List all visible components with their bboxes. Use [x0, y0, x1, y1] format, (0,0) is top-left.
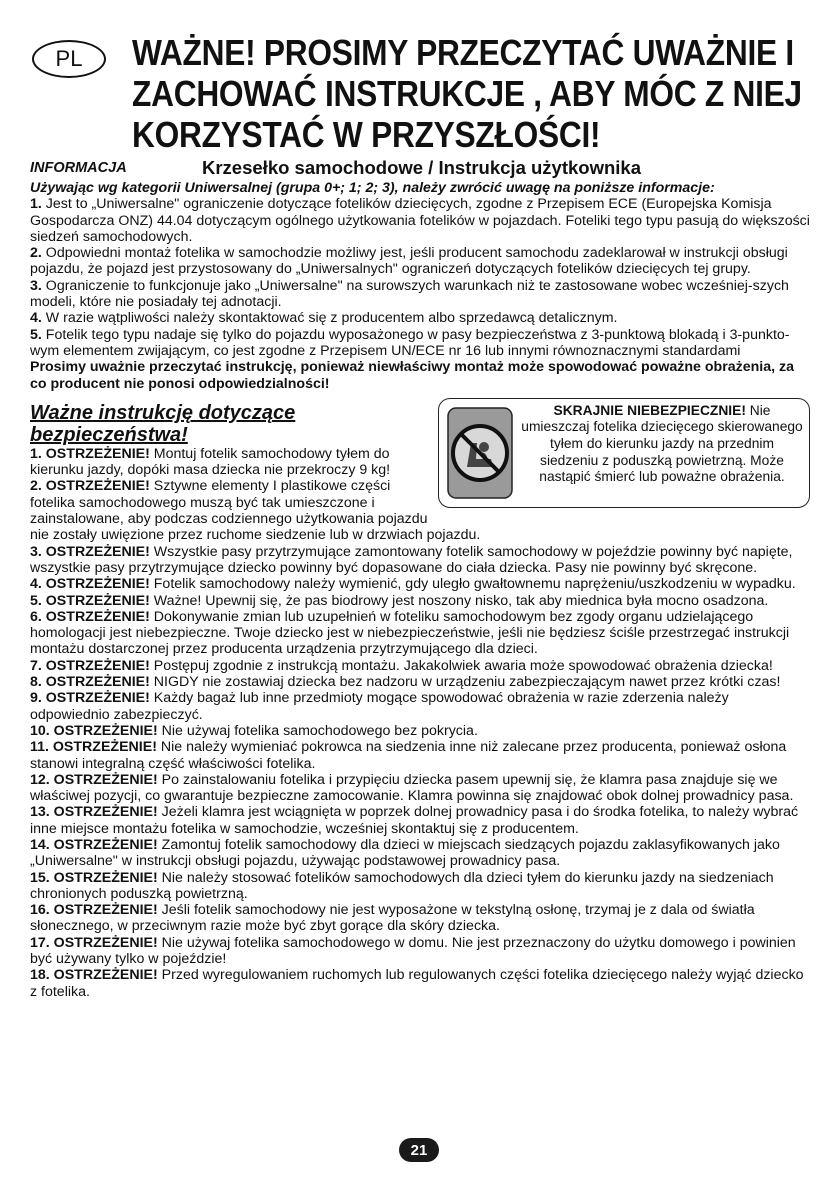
warning-label: 8. OSTRZEŻENIE!: [30, 674, 150, 691]
warning-item: [30, 609, 810, 658]
warning-label: 10. OSTRZEŻENIE!: [30, 722, 158, 739]
warning-text: Sztywne elementy I plastikowe części fotelika samochodowego muszą być tak umieszczone i zainstalowane, aby podczas codziennego użytkowania pojazdu nie zostały uwięzione przez ruchome siedzenie lub w drzwiach pojazdu.: [30, 478, 481, 544]
warning-item: [30, 723, 810, 739]
warning-text: Nie należy stosować fotelików samochodowych dla dzieci tyłem do kierunku jazdy na siedzeniach chronionych poduszką powietrzną.: [30, 869, 774, 902]
item-text: W razie wątpliwości należy skontaktować się z producentem albo sprzedawcą detalicznym.: [41, 310, 618, 327]
safety-heading-line: Ważne instrukcję dotyczące: [30, 401, 296, 424]
warning-item: [30, 576, 810, 592]
language-badge: PL: [32, 40, 106, 78]
warning-label: 14. OSTRZEŻENIE!: [30, 836, 158, 853]
item-number: 2.: [30, 245, 42, 262]
warning-item: [30, 837, 810, 870]
warning-label: 3. OSTRZEŻENIE!: [30, 543, 150, 560]
title-line: ZACHOWAĆ INSTRUKCJE , ABY MÓC Z NIEJ: [132, 73, 802, 114]
warning-text: Przed wyregulowaniem ruchomych lub regulowanych części fotelika dziecięcego należy wyjąć dziecko z fotelika.: [30, 967, 804, 1000]
warning-label: 16. OSTRZEŻENIE!: [30, 902, 158, 919]
warning-label: 9. OSTRZEŻENIE!: [30, 690, 150, 707]
warning-item: [30, 690, 810, 723]
extreme-danger-body: Nie umieszczaj fotelika dziecięcego skierowanego tyłem do kierunku jazdy na przednim siedzeniu z poduszką powietrzną. Może nastąpić śmierć lub poważne obrażenia.: [521, 402, 803, 485]
warning-item: [30, 772, 810, 805]
warning-list: [30, 446, 810, 1000]
warning-item: [30, 739, 810, 772]
info-label: INFORMACJA: [30, 160, 127, 176]
warning-text: Fotelik samochodowy należy wymienić, gdy uległo gwałtownemu naprężeniu/uszkodzeniu w wypadku.: [149, 576, 796, 593]
extreme-danger-title: SKRAJNIE NIEBEZPIECZNIE!: [553, 402, 746, 418]
extreme-danger-text: [519, 403, 805, 486]
item-text: Fotelik tego typu nadaje się tylko do pojazdu wyposażonego w pasy bezpieczeństwa z 3-punktową blokadą i 3-punkto-wym elementem zwijającym, co jest zgodne z Przepisem UN/ECE nr 16 lub innymi równoznacznymi standardami: [30, 326, 790, 359]
warning-text: Po zainstalowaniu fotelika i przypięciu dziecka pasem upewnij się, że klamra pasa znajduje się we właściwej pozycji, co gwarantuje bezpieczne zamocowanie. Klamra powinna się znajdować obok dolnej prowadnicy pasa.: [30, 771, 794, 805]
warning-text: Nie używaj fotelika samochodowego bez pokrycia.: [157, 722, 478, 739]
item-number: 3.: [30, 277, 42, 294]
item-text: Ograniczenie to funkcjonuje jako „Uniwersalne" na surowszych warunkach niż te zastosowane wobec wcześniej-szych modeli, które nie posiadały tej adnotacji.: [30, 277, 789, 311]
warning-item: [30, 544, 810, 577]
title-line: WAŻNE! PROSIMY PRZECZYTAĆ UWAŻNIE I: [132, 32, 794, 73]
warning-item: [30, 870, 810, 903]
document-subtitle: Krzesełko samochodowe / Instrukcja użytkownika: [202, 157, 641, 178]
warning-text: Zamontuj fotelik samochodowy dla dzieci w miejscach siedzących pojazdu zaklasyfikowanych jako „Uniwersalne" w instrukcji obsługi pojazdu, używając podstawowej prowadnicy pasa.: [30, 836, 780, 870]
item-text: Odpowiedni montaż fotelika w samochodzie możliwy jest, jeśli producent samochodu zadeklarował w instrukcji obsługi pojazdu, że pojazd jest przystosowany do „Uniwersalnych" ograniczeń dotyczących fotelików dziecięcych tej grupy.: [30, 245, 788, 278]
safety-heading: [30, 402, 410, 446]
item-number: 1.: [30, 196, 42, 213]
warning-label: 15. OSTRZEŻENIE!: [30, 869, 158, 886]
warning-item: [30, 593, 810, 609]
info-item: [30, 310, 810, 326]
header: [30, 28, 810, 158]
warning-item: [30, 967, 810, 1000]
warning-text: Nie należy wymieniać pokrowca na siedzenia inne niż zalecane przez producenta, ponieważ osłona stanowi integralną część właściwości fotelika.: [30, 739, 787, 772]
info-closing: Prosimy uważnie przeczytać instrukcję, ponieważ niewłaściwy montaż może spowodować poważne obrażenia, za co producent nie ponosi odpowiedzialności!: [30, 359, 794, 392]
warning-text: Ważne! Upewnij się, że pas biodrowy jest noszony nisko, tak aby miednica była mocno osadzona.: [149, 592, 769, 609]
item-text: Jest to „Uniwersalne" ograniczenie dotyczące fotelików dziecięcych, zgodne z Przepisem ECE (Europejska Komisja Gospodarcza ONZ) 44.04 dotyczącym ogólnego użytkowania fotelików w pojazdach. Foteliki tego typu pasują do większości siedzeń samochodowych.: [30, 196, 810, 245]
warning-text: Jeżeli klamra jest wciągnięta w poprzek dolnej prowadnicy pasa i do środka fotelika, to należy wybrać inne miejsce montażu fotelika w samochodzie, wcześniej skontaktuj się z producentem.: [30, 804, 799, 837]
page-title: [132, 32, 802, 155]
extreme-danger-box: [438, 398, 810, 508]
warning-text: Nie używaj fotelika samochodowego w domu. Nie jest przeznaczony do użytku domowego i powinien być używany tylko w pojeździe!: [30, 934, 796, 968]
warning-label: 12. OSTRZEŻENIE!: [30, 771, 158, 788]
warning-item: [30, 804, 810, 837]
warning-label: 13. OSTRZEŻENIE!: [30, 804, 158, 821]
title-line: KORZYSTAĆ W PRZYSZŁOŚCI!: [132, 114, 601, 155]
info-lead: Używając wg kategorii Uniwersalnej (grupa 0+; 1; 2; 3), należy zwrócić uwagę na poniższe informacje:: [30, 180, 715, 196]
warning-text: NIGDY nie zostawiaj dziecka bez nadzoru w urządzeniu zabezpieczającym nawet przez krótki czas!: [149, 674, 781, 691]
warning-text: Jeśli fotelik samochodowy nie jest wyposażone w tekstylną osłonę, trzymaj je z dala od światła słonecznego, w przeciwnym razie może być zbyt gorące dla skóry dziecka.: [30, 902, 755, 935]
info-item: [30, 327, 810, 360]
warning-label: 1. OSTRZEŻENIE!: [30, 445, 150, 462]
page-number: 21: [399, 1138, 439, 1162]
warning-label: 2. OSTRZEŻENIE!: [30, 478, 150, 495]
warning-text: Dokonywanie zmian lub uzupełnień w foteliku samochodowym bez zgody organu udzielającego homologacji jest niebezpieczne. Twoje dziecko jest w niebezpieczeństwie, jeśli nie będziesz ściśle przestrzegać instrukcji montażu dostarczonej przez producenta urządzenia przytrzymującego dla dzieci.: [30, 608, 790, 658]
warning-label: 5. OSTRZEŻENIE!: [30, 592, 150, 609]
warning-item: [30, 658, 810, 674]
warning-text: Postępuj zgodnie z instrukcją montażu. Jakakolwiek awaria może spowodować obrażenia dziecka!: [149, 657, 773, 674]
warning-text: Każdy bagaż lub inne przedmioty mogące spowodować obrażenia w razie zderzenia należy odpowiednio zabezpieczyć.: [30, 690, 729, 723]
manual-page: [30, 28, 810, 1000]
warning-label: 11. OSTRZEŻENIE!: [30, 739, 157, 756]
subheading-row: [30, 158, 810, 180]
info-item: [30, 245, 810, 278]
item-number: 5.: [30, 326, 42, 343]
warning-item: [30, 902, 810, 935]
info-item: [30, 278, 810, 311]
warning-label: 4. OSTRZEŻENIE!: [30, 576, 150, 593]
safety-heading-line: bezpieczeństwa!: [30, 423, 188, 446]
no-rear-facing-seat-airbag-icon: [447, 407, 513, 499]
warning-text: Montuj fotelik samochodowy tyłem do kierunku jazdy, dopóki masa dziecka nie przekroczy 9 kg!: [30, 445, 391, 479]
item-number: 4.: [30, 310, 42, 327]
warning-label: 7. OSTRZEŻENIE!: [30, 657, 150, 674]
warning-item: [30, 674, 810, 690]
warning-item: [30, 935, 810, 968]
warning-label: 18. OSTRZEŻENIE!: [30, 967, 158, 984]
info-item: [30, 196, 810, 245]
warning-label: 17. OSTRZEŻENIE!: [30, 934, 158, 951]
warning-label: 6. OSTRZEŻENIE!: [30, 608, 150, 625]
warning-text: Wszystkie pasy przytrzymujące zamontowany fotelik samochodowy w pojeździe powinny być napięte, wszystkie pasy przytrzymujące dziecko powinny być dopasowane do ciała dziecka. Pasy nie powinny być skręcone.: [30, 543, 793, 576]
